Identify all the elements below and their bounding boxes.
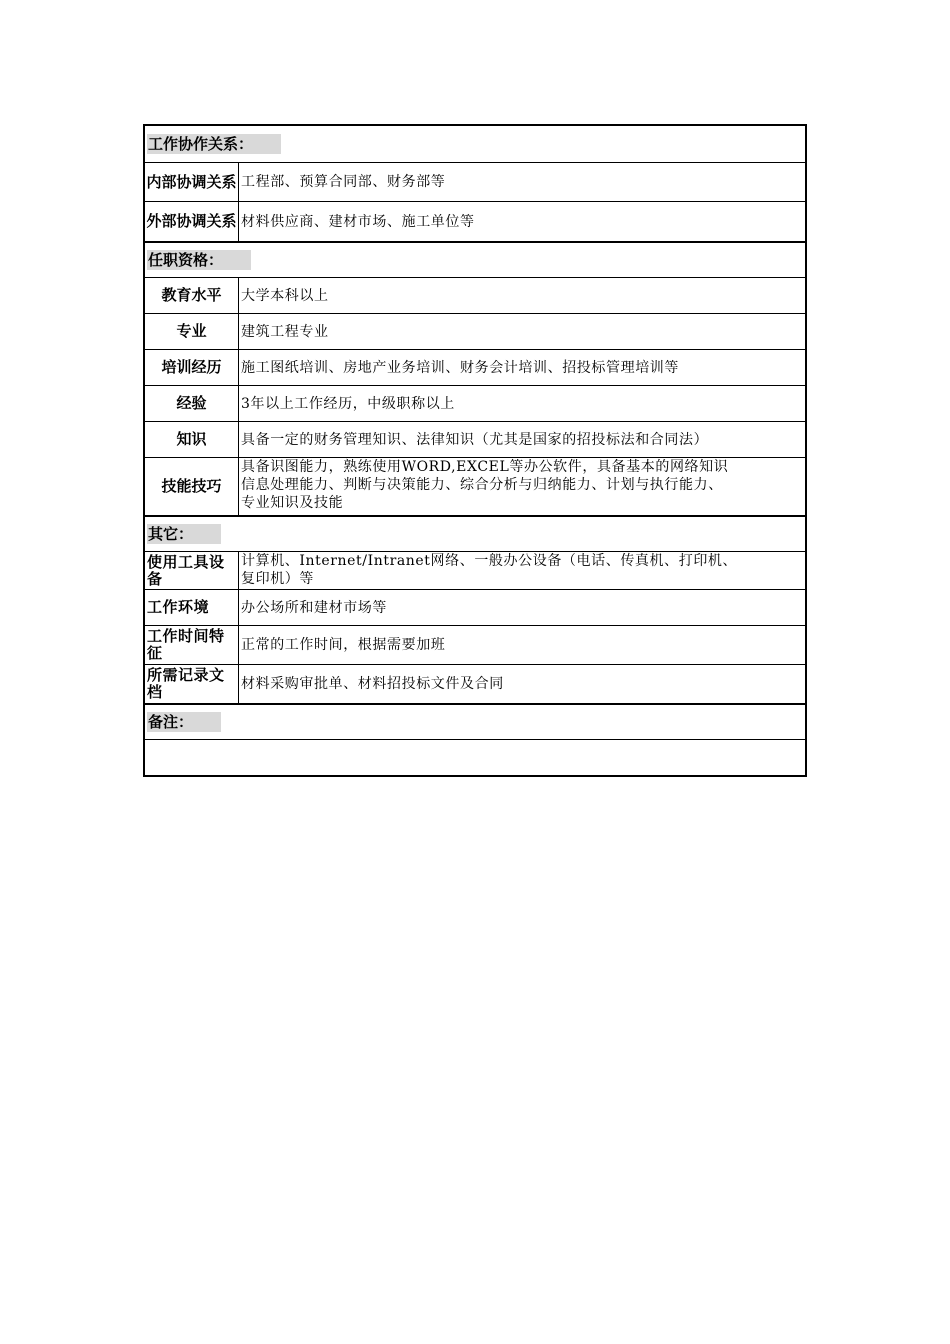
label-education: 教育水平 bbox=[145, 278, 239, 313]
row-internal-coordination bbox=[145, 162, 805, 201]
row-environment bbox=[145, 589, 805, 625]
section-title-other: 其它： bbox=[147, 524, 221, 544]
label-external-coordination: 外部协调关系 bbox=[145, 202, 239, 241]
value-external-coordination: 材料供应商、建材市场、施工单位等 bbox=[241, 213, 475, 230]
section-title-remarks: 备注： bbox=[147, 712, 221, 732]
row-education bbox=[145, 277, 805, 313]
value-experience: 3年以上工作经历，中级职称以上 bbox=[241, 395, 455, 412]
row-records bbox=[145, 664, 805, 703]
label-tools: 使用工具设备 bbox=[145, 552, 239, 589]
section-header-coordination bbox=[145, 126, 805, 162]
value-major: 建筑工程专业 bbox=[241, 323, 329, 340]
row-major bbox=[145, 313, 805, 349]
value-environment: 办公场所和建材市场等 bbox=[241, 599, 387, 616]
label-skills: 技能技巧 bbox=[145, 458, 239, 515]
label-knowledge: 知识 bbox=[145, 422, 239, 457]
value-tools: 计算机、Internet/Intranet网络、一般办公设备（电话、传真机、打印机、 复印机）等 bbox=[241, 553, 738, 587]
row-remarks-content bbox=[145, 739, 805, 775]
row-training bbox=[145, 349, 805, 385]
section-header-other bbox=[145, 515, 805, 551]
label-internal-coordination: 内部协调关系 bbox=[145, 163, 239, 201]
value-training: 施工图纸培训、房地产业务培训、财务会计培训、招投标管理培训等 bbox=[241, 359, 679, 376]
job-description-table bbox=[143, 124, 807, 777]
label-experience: 经验 bbox=[145, 386, 239, 421]
value-work-time: 正常的工作时间，根据需要加班 bbox=[241, 637, 446, 653]
section-title-coordination: 工作协作关系： bbox=[147, 134, 281, 154]
value-knowledge: 具备一定的财务管理知识、法律知识（尤其是国家的招投标法和合同法） bbox=[241, 431, 709, 448]
row-knowledge bbox=[145, 421, 805, 457]
section-header-qualifications bbox=[145, 241, 805, 277]
value-education: 大学本科以上 bbox=[241, 287, 329, 304]
value-records: 材料采购审批单、材料招投标文件及合同 bbox=[241, 676, 504, 692]
value-internal-coordination: 工程部、预算合同部、财务部等 bbox=[241, 174, 446, 190]
section-title-qualifications: 任职资格： bbox=[147, 250, 251, 270]
row-tools bbox=[145, 551, 805, 589]
label-work-time: 工作时间特征 bbox=[145, 626, 239, 664]
row-skills bbox=[145, 457, 805, 515]
section-header-remarks bbox=[145, 703, 805, 739]
row-work-time bbox=[145, 625, 805, 664]
value-remarks bbox=[145, 740, 805, 775]
value-skills: 具备识图能力，熟练使用WORD,EXCEL等办公软件，具备基本的网络知识 信息处理能力、判断与决策能力、综合分析与归纳能力、计划与执行能力、 专业知识及技能 bbox=[241, 459, 729, 511]
label-training: 培训经历 bbox=[145, 350, 239, 385]
label-records: 所需记录文档 bbox=[145, 665, 239, 703]
label-environment: 工作环境 bbox=[145, 590, 239, 625]
row-experience bbox=[145, 385, 805, 421]
label-major: 专业 bbox=[145, 314, 239, 349]
row-external-coordination bbox=[145, 201, 805, 241]
